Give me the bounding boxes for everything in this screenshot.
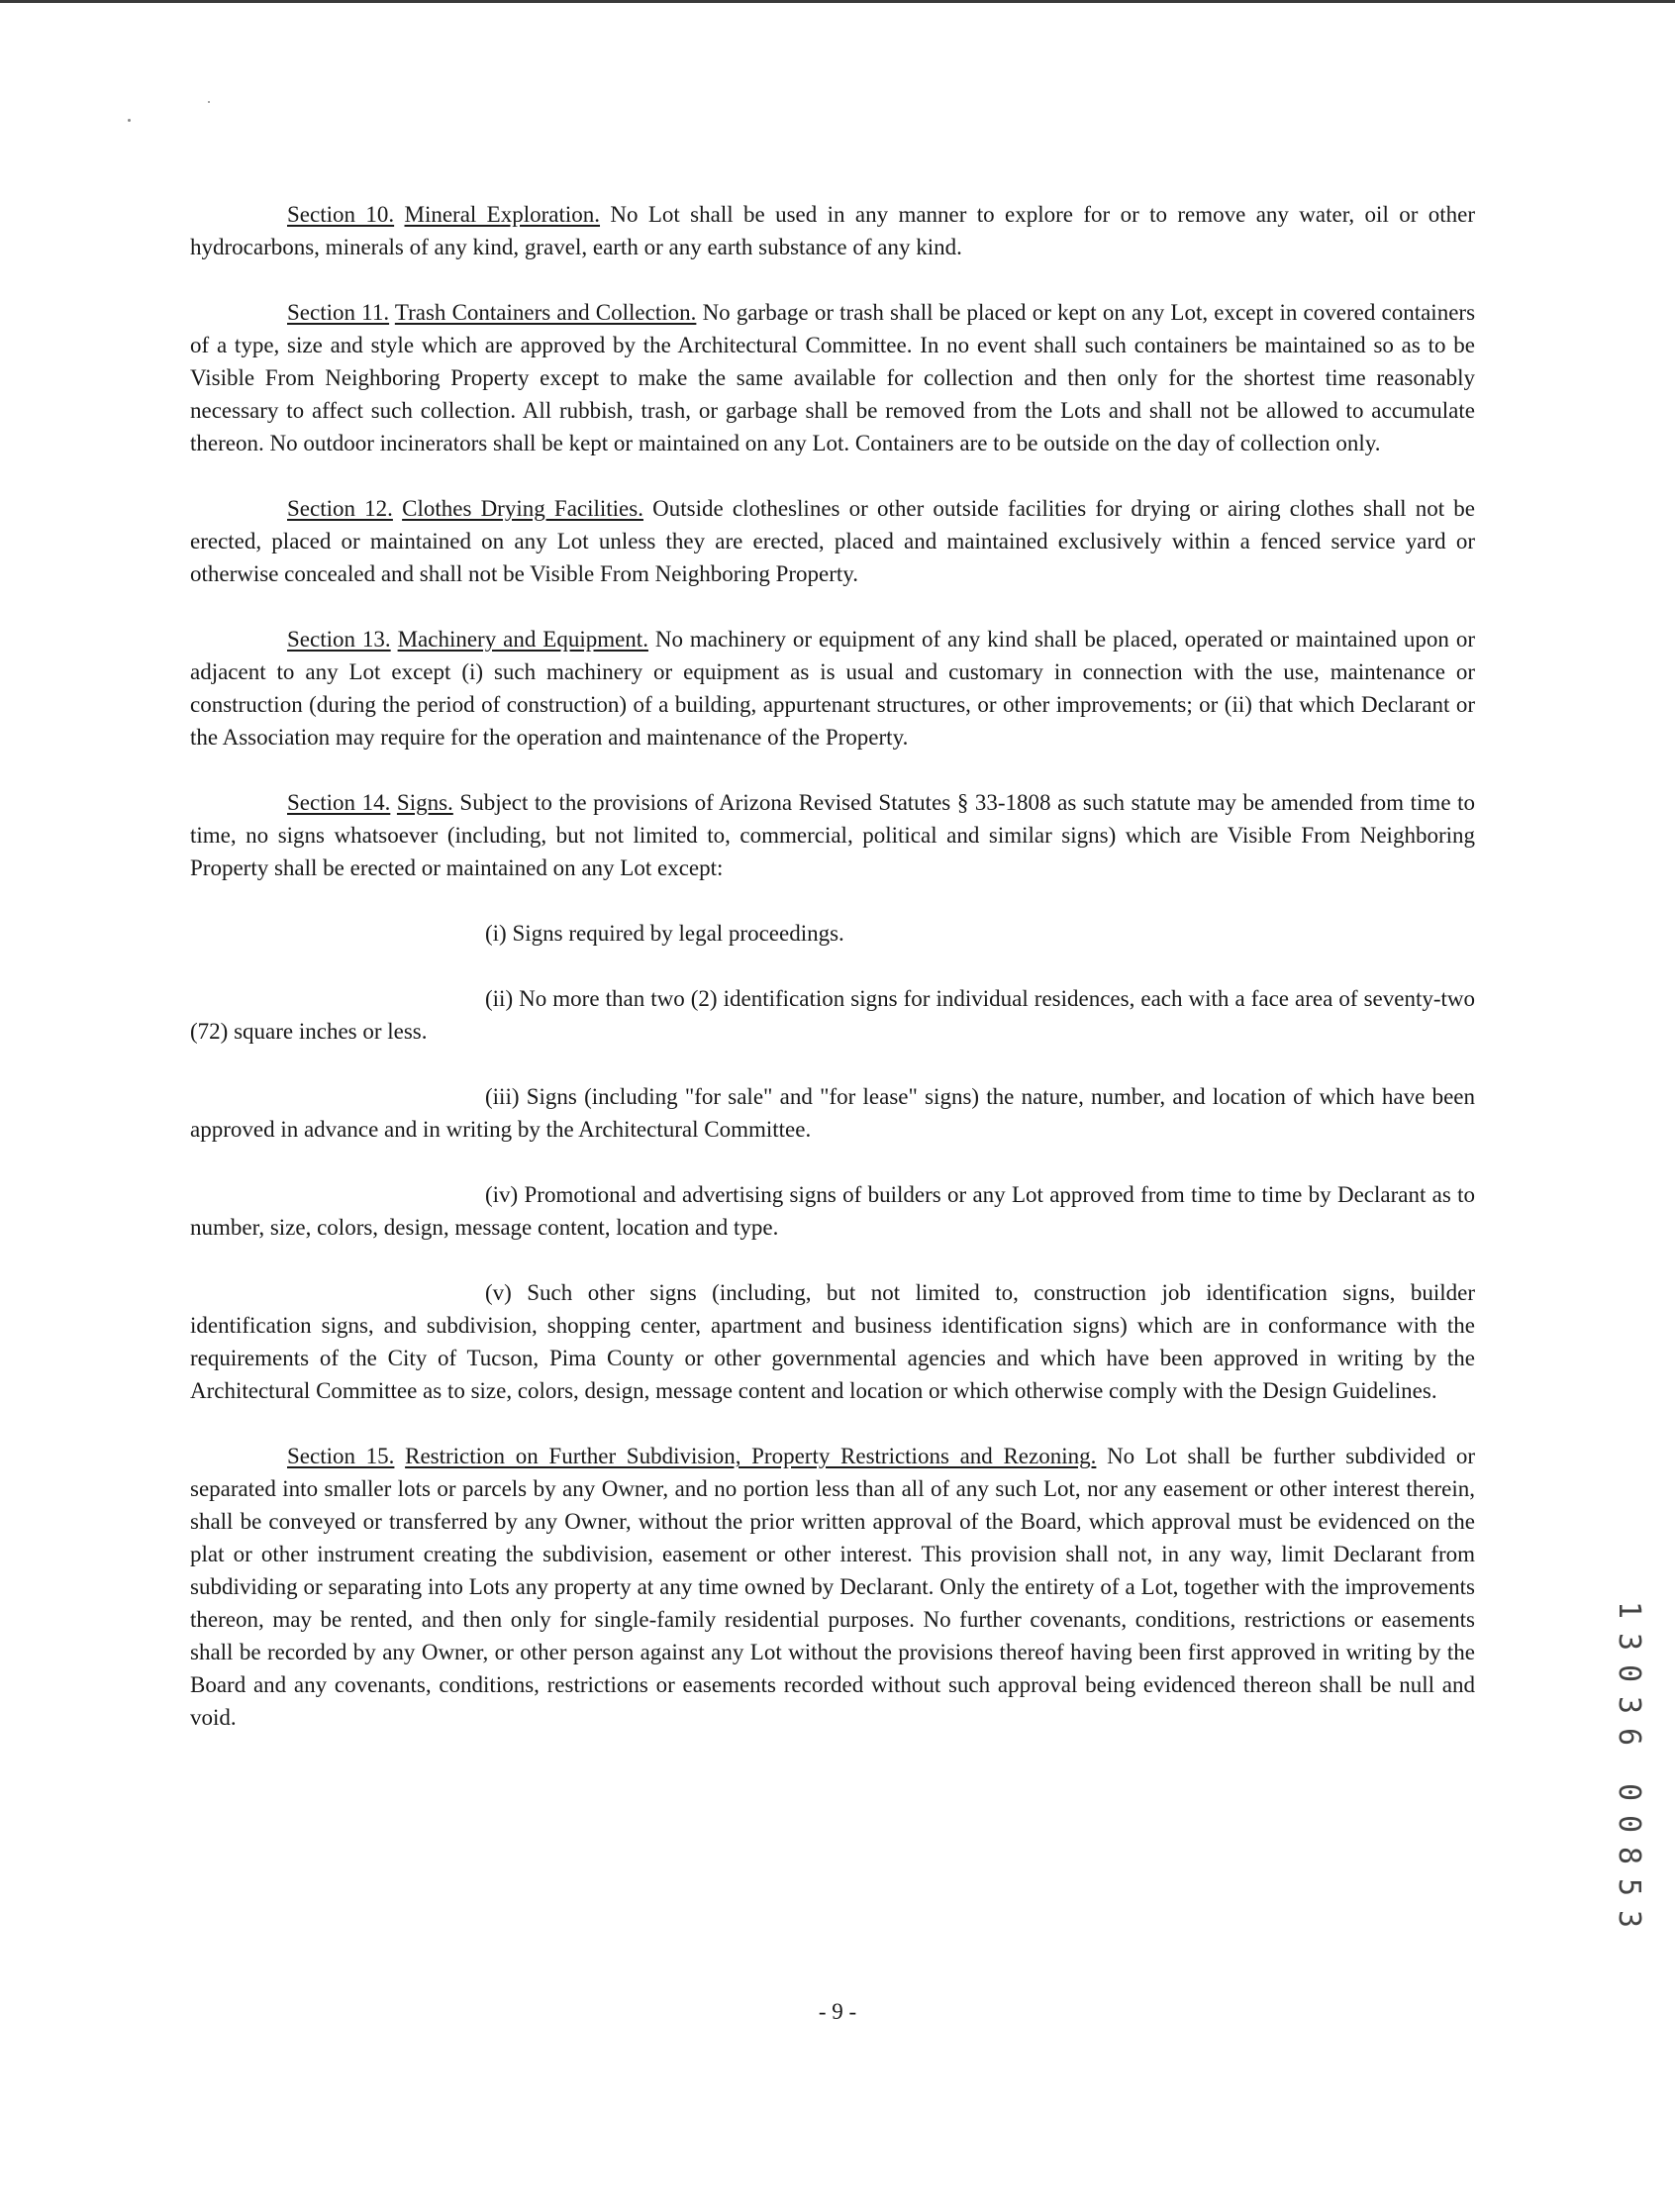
stamp-digit: 0	[1612, 1663, 1646, 1683]
sign-item-v: (v) Such other signs (including, but not limited to, construction job identification signs, builder identification signs, and subdivision, shopping center, apartment and business identification signs) which are in conformance with the requirements of the City of Tucson, Pima County or other governmental agencies and which have been approved in writing by the Architectural Committee as to size, colors, design, message content and location or which otherwise comply with the Design Guidelines.	[190, 1280, 1475, 1403]
section-11	[190, 296, 1475, 459]
section-body: Subject to the provisions of Arizona Revised Statutes § 33-1808 as such statute may be amended from time to time, no signs whatsoever (including, but not limited to, commercial, political and similar signs) which are Visible From Neighboring Property shall be erected or maintained on any Lot except:	[190, 790, 1476, 880]
sign-item-iii: (iii) Signs (including "for sale" and "for lease" signs) the nature, number, and location of which have been approved in advance and in writing by the Architectural Committee.	[190, 1084, 1475, 1142]
stamp-digit: 6	[1612, 1727, 1646, 1747]
section-13	[190, 623, 1475, 754]
document-body	[190, 198, 1475, 1766]
sign-item-i: (i) Signs required by legal proceedings.	[485, 921, 844, 946]
stamp-digit: 3	[1612, 1909, 1646, 1929]
stamp-digit: 3	[1612, 1695, 1646, 1715]
section-10	[190, 198, 1475, 263]
section-title: Machinery and Equipment.	[397, 627, 648, 652]
stamp-digit: 1	[1612, 1600, 1646, 1620]
section-title: Signs.	[396, 790, 453, 815]
scan-speck	[128, 119, 131, 122]
section-body: No Lot shall be used in any manner to explore for or to remove any water, oil or other hydrocarbons, minerals of any kind, gravel, earth or any earth substance of any kind.	[190, 202, 1475, 259]
section-body: No machinery or equipment of any kind shall be placed, operated or maintained upon or adjacent to any Lot except (i) such machinery or equipment as is usual and customary in connection with the use, maintenance or construction (during the period of construction) of a building, appurtenant structures, or other improvements; or (ii) that which Declarant or the Association may require for the operation and maintenance of the Property.	[190, 627, 1476, 750]
section-title: Mineral Exploration.	[404, 202, 601, 227]
stamp-digit: 3	[1612, 1632, 1646, 1652]
section-number: Section 14.	[287, 790, 391, 815]
section-number: Section 13.	[287, 627, 391, 652]
page-number: - 9 -	[818, 1999, 857, 2024]
section-title: Restriction on Further Subdivision, Property Restrictions and Rezoning.	[405, 1444, 1097, 1468]
section-number: Section 15.	[287, 1444, 395, 1468]
stamp-digit: 0	[1612, 1814, 1646, 1834]
stamp-digit: 5	[1612, 1877, 1646, 1897]
section-number: Section 11.	[287, 300, 390, 325]
section-number: Section 12.	[287, 496, 393, 521]
section-body: No Lot shall be further subdivided or separated into smaller lots or parcels by any Owner, and no portion less than all of any such Lot, nor any easement or other interest therein, shall be conveyed or transferred by any Owner, without the prior written approval of the Board, which approval must be evidenced on the plat or other instrument creating the subdivision, easement or other interest. This provision shall not, in any way, limit Declarant from subdividing or separating into Lots any property at any time owned by Declarant. Only the entirety of a Lot, together with the improvements thereon, may be rented, and then only for single-family residential purposes. No further covenants, conditions, restrictions or easements shall be recorded by any Owner, or other person against any Lot without the provisions thereof having been first approved in writing by the Board and any covenants, conditions, restrictions or easements recorded without such approval being evidenced thereon shall be null and void.	[190, 1444, 1476, 1730]
section-12	[190, 492, 1475, 590]
section-14	[190, 786, 1475, 884]
recording-stamp	[1609, 1594, 1648, 1935]
section-body: Outside clotheslines or other outside facilities for drying or airing clothes shall not be erected, placed or maintained on any Lot unless they are erected, placed and maintained exclusively within a fenced service yard or otherwise concealed and shall not be Visible From Neighboring Property.	[190, 496, 1476, 586]
top-border-line	[0, 0, 1675, 3]
sign-item-iv: (iv) Promotional and advertising signs of builders or any Lot approved from time to time by Declarant as to number, size, colors, design, message content, location and type.	[190, 1182, 1475, 1240]
section-title: Clothes Drying Facilities.	[402, 496, 643, 521]
scan-speck	[208, 101, 210, 103]
sign-item-ii: (ii) No more than two (2) identification signs for individual residences, each with a face area of seventy-two (72) square inches or less.	[190, 986, 1475, 1044]
section-title: Trash Containers and Collection.	[394, 300, 697, 325]
stamp-digit: 0	[1612, 1782, 1646, 1802]
section-body: No garbage or trash shall be placed or kept on any Lot, except in covered containers of a type, size and style which are approved by the Architectural Committee. In no event shall such containers be maintained so as to be Visible From Neighboring Property except to make the same available for collection and then only for the shortest time reasonably necessary to affect such collection. All rubbish, trash, or garbage shall be removed from the Lots and shall not be allowed to accumulate thereon. No outdoor incinerators shall be kept or maintained on any Lot. Containers are to be outside on the day of collection only.	[190, 300, 1476, 455]
stamp-digit: 8	[1612, 1846, 1646, 1865]
section-number: Section 10.	[287, 202, 395, 227]
section-15	[190, 1440, 1475, 1734]
